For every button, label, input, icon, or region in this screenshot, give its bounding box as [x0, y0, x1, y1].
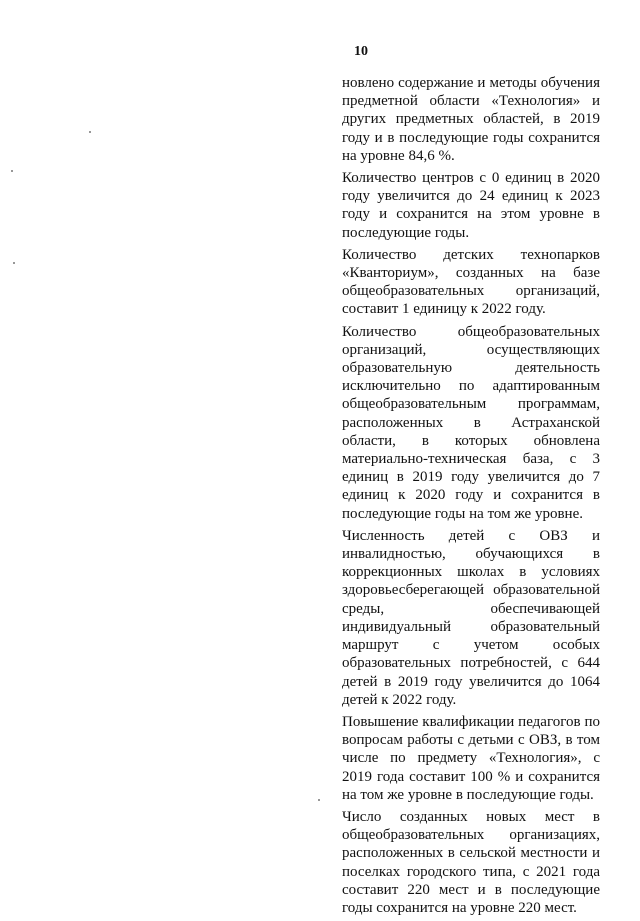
page-number: 10: [354, 44, 368, 59]
scan-speck: [11, 170, 13, 172]
text-column: [342, 74, 600, 921]
paragraph-teaching-content: новлено содержание и методы обучения предметной области «Технология» и других предметных областей, в 2019 году и в последующие годы сохранится на уровне 84,6 %.: [342, 75, 600, 164]
paragraph-kvantorium: Количество детских технопарков «Кванториум», созданных на базе общеобразовательных организаций, составит 1 единицу к 2022 году.: [342, 246, 600, 318]
scan-speck: [13, 262, 15, 264]
paragraph-new-places: Число созданных новых мест в общеобразовательных организациях, расположенных в сельской местности и поселках городского типа, с 2021 года составит 220 мест и в последующие годы сохранится на уровне 220 мест.: [342, 808, 600, 916]
paragraph-centers-count: Количество центров с 0 единиц в 2020 году увеличится до 24 единиц к 2023 году и сохранится на этом уровне в последующие годы.: [342, 170, 600, 241]
scan-speck: [89, 131, 91, 133]
scan-speck: [318, 799, 320, 801]
paragraph-teacher-training: Повышение квалификации педагогов по вопросам работы с детьми с ОВЗ, в том числе по предмету «Технология», с 2019 года составит 100 % и сохранится на том же уровне в последующие годы.: [342, 713, 600, 803]
paragraph-children-ovz: Численность детей с ОВЗ и инвалидностью, обучающихся в коррекционных школах в условиях здоровьесберегающей образовательной среды, обеспечивающей индивидуальный образовательный маршрут с учетом особых образовательных потребностей, с 644 детей в 2019 году увеличится до 1064 детей к 2022 году.: [342, 527, 600, 708]
paragraph-adapted-programs: Количество общеобразовательных организаций, осуществляющих образовательную деятельность исключительно по адаптированным общеобразовательным программам, расположенных в Астраханской области, в которых обновлена материально-техническая база, с 3 единиц в 2019 году увеличится до 7 единиц к 2020 году и сохранится в последующие годы на том же уровне.: [342, 323, 600, 522]
